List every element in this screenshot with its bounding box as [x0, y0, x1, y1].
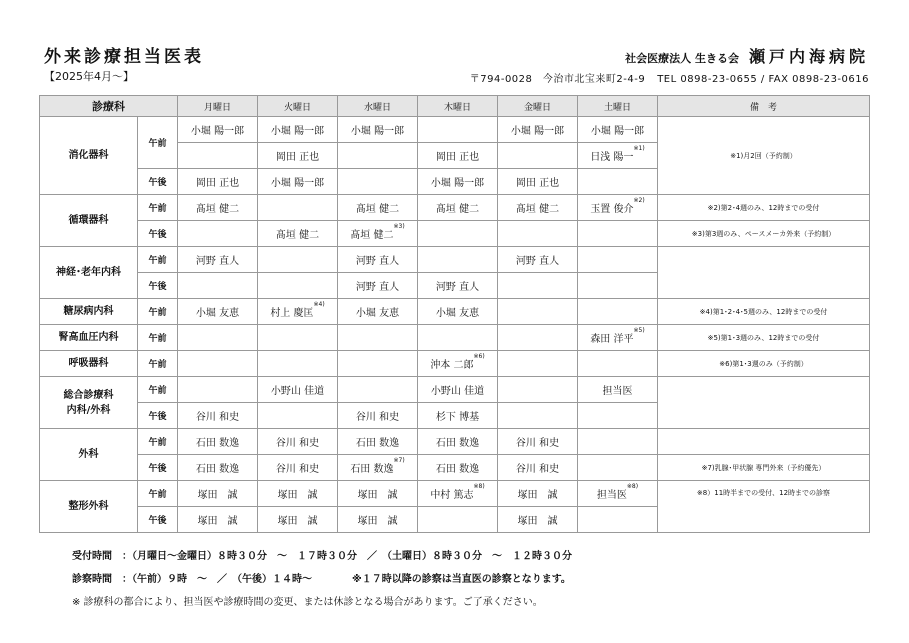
- doctor-name: 村上 慶匡: [270, 308, 314, 319]
- doctor-cell: 塚田 誠: [498, 507, 578, 533]
- hospital-header: [625, 44, 869, 67]
- doctor-cell: 髙垣 健二: [418, 195, 498, 221]
- footnote-mark: ※2): [633, 197, 645, 204]
- time-pm: 午後: [138, 169, 178, 195]
- doctor-cell: [498, 273, 578, 299]
- doctor-cell: 小堀 陽一郎: [498, 117, 578, 143]
- doctor-cell: [578, 325, 658, 351]
- doctor-cell: 谷川 和史: [498, 455, 578, 481]
- time-am: 午前: [138, 299, 178, 325]
- doctor-cell: [578, 403, 658, 429]
- doctor-cell: [178, 273, 258, 299]
- note-general: [658, 377, 870, 429]
- table-row: [40, 325, 870, 351]
- doctor-cell: [498, 403, 578, 429]
- doctor-cell: [498, 325, 578, 351]
- col-mon: 月曜日: [178, 96, 258, 117]
- table-row: [40, 221, 870, 247]
- doctor-cell: 塚田 誠: [338, 481, 418, 507]
- note-diabetes: ※4)第1･2･4･5週のみ、12時までの受付: [658, 299, 870, 325]
- doctor-cell: 塚田 誠: [178, 481, 258, 507]
- doctor-cell: [338, 351, 418, 377]
- footnote-mark: ※8): [626, 483, 639, 490]
- doctor-cell: 小野山 佳道: [258, 377, 338, 403]
- note-surgery-am: [658, 429, 870, 455]
- doctor-cell: [498, 299, 578, 325]
- doctor-cell: 担当医: [578, 377, 658, 403]
- note-cardio-am: ※2)第2･4週のみ、12時までの受付: [658, 195, 870, 221]
- doctor-cell: [178, 377, 258, 403]
- doctor-cell: [338, 377, 418, 403]
- doctor-cell: [258, 325, 338, 351]
- doctor-cell: [578, 247, 658, 273]
- col-sat: 土曜日: [578, 96, 658, 117]
- doctor-cell: 河野 直人: [338, 273, 418, 299]
- doctor-cell: [258, 403, 338, 429]
- doctor-cell: 小堀 陽一郎: [418, 169, 498, 195]
- doctor-name: 沖本 二郎: [430, 360, 474, 371]
- doctor-cell: [338, 455, 418, 481]
- note-kidney: ※5)第1･3週のみ、12時までの受付: [658, 325, 870, 351]
- doctor-cell: [178, 325, 258, 351]
- col-dept: 診療科: [40, 96, 178, 117]
- doctor-cell: 小堀 友恵: [418, 299, 498, 325]
- header-row: [40, 96, 870, 117]
- doctor-cell: 岡田 正也: [178, 169, 258, 195]
- table-row: [40, 377, 870, 403]
- doctor-cell: 谷川 和史: [498, 429, 578, 455]
- consultation-hours: 診察時間 ：（午前）９時 ～ ／ （午後）１４時～ ※１７時以降の診察は当直医の診察となります。: [72, 574, 571, 585]
- doctor-cell: 小堀 陽一郎: [258, 169, 338, 195]
- doctor-cell: 小堀 友恵: [178, 299, 258, 325]
- doctor-cell: [178, 351, 258, 377]
- time-am: 午前: [138, 429, 178, 455]
- doctor-cell: [578, 221, 658, 247]
- dept-general: [40, 377, 138, 429]
- doctor-name: 担当医: [596, 490, 627, 501]
- doctor-cell: [418, 481, 498, 507]
- schedule-table: [39, 95, 870, 533]
- time-pm: 午後: [138, 273, 178, 299]
- doctor-cell: [418, 117, 498, 143]
- page-title: 外来診療担当医表: [44, 47, 204, 67]
- time-pm: 午後: [138, 403, 178, 429]
- table-row: [40, 455, 870, 481]
- doctor-name: 玉置 俊介: [590, 204, 634, 215]
- table-row: [40, 117, 870, 143]
- doctor-cell: 河野 直人: [498, 247, 578, 273]
- time-am: 午前: [138, 117, 178, 169]
- doctor-cell: [578, 455, 658, 481]
- doctor-cell: [258, 195, 338, 221]
- time-am: 午前: [138, 247, 178, 273]
- doctor-cell: [338, 325, 418, 351]
- doctor-cell: [258, 351, 338, 377]
- doctor-cell: 髙垣 健二: [258, 221, 338, 247]
- time-am: 午前: [138, 195, 178, 221]
- doctor-cell: [258, 299, 338, 325]
- doctor-cell: 小堀 陽一郎: [258, 117, 338, 143]
- doctor-cell: 河野 直人: [178, 247, 258, 273]
- doctor-cell: [338, 143, 418, 169]
- contact-line: [458, 70, 869, 85]
- org-name: 社会医療法人 生きる会: [625, 52, 739, 65]
- doctor-cell: 小野山 佳道: [418, 377, 498, 403]
- dept-cardio: 循環器科: [40, 195, 138, 247]
- address: 〒794-0028 今治市北宝来町2-4-9: [469, 74, 646, 85]
- time-pm: 午後: [138, 221, 178, 247]
- doctor-cell: [338, 169, 418, 195]
- doctor-cell: [578, 351, 658, 377]
- table-row: [40, 299, 870, 325]
- doctor-name: 森田 洋平: [590, 334, 634, 345]
- doctor-cell: 髙垣 健二: [498, 195, 578, 221]
- dept-surgery: 外科: [40, 429, 138, 481]
- doctor-cell: [578, 169, 658, 195]
- doctor-cell: [498, 143, 578, 169]
- doctor-cell: [578, 481, 658, 507]
- reception-hours: 受付時間 ：（月曜日～金曜日）８時３０分 ～ １７時３０分 ／ （土曜日）８時３０分 ～ １２時３０分: [72, 551, 572, 562]
- doctor-name: 石田 数逸: [350, 464, 394, 475]
- dept-general-line1: 総合診療科: [63, 389, 114, 401]
- doctor-cell: [498, 351, 578, 377]
- doctor-cell: [178, 143, 258, 169]
- doctor-cell: [418, 221, 498, 247]
- doctor-cell: 谷川 和史: [258, 455, 338, 481]
- doctor-cell: 杉下 博基: [418, 403, 498, 429]
- time-pm: 午後: [138, 455, 178, 481]
- dept-resp: 呼吸器科: [40, 351, 138, 377]
- doctor-cell: 岡田 正也: [258, 143, 338, 169]
- footnote-mark: ※6): [473, 353, 485, 360]
- doctor-cell: 塚田 誠: [258, 481, 338, 507]
- doctor-cell: [178, 221, 258, 247]
- doctor-cell: 石田 数逸: [178, 429, 258, 455]
- col-thu: 木曜日: [418, 96, 498, 117]
- doctor-cell: 塚田 誠: [498, 481, 578, 507]
- table-row: [40, 429, 870, 455]
- doctor-cell: 谷川 和史: [178, 403, 258, 429]
- dept-neuro: 神経･老年内科: [40, 247, 138, 299]
- col-notes: 備 考: [658, 96, 870, 117]
- footnote-mark: ※3): [393, 223, 405, 230]
- doctor-cell: [418, 507, 498, 533]
- doctor-cell: 石田 数逸: [418, 455, 498, 481]
- dept-gastro: 消化器科: [40, 117, 138, 195]
- doctor-cell: [578, 299, 658, 325]
- time-am: 午前: [138, 325, 178, 351]
- dept-general-line2: 内科/外科: [66, 404, 111, 416]
- footnote-mark: ※8): [473, 483, 485, 490]
- doctor-cell: 石田 数逸: [338, 429, 418, 455]
- time-pm: 午後: [138, 507, 178, 533]
- col-wed: 水曜日: [338, 96, 418, 117]
- doctor-cell: [258, 247, 338, 273]
- doctor-name: 髙垣 健二: [350, 230, 394, 241]
- effective-date: 【2025年4月～】: [44, 70, 134, 83]
- doctor-name: 日浅 陽一: [590, 152, 634, 163]
- doctor-cell: 塚田 誠: [338, 507, 418, 533]
- doctor-cell: 塚田 誠: [258, 507, 338, 533]
- doctor-cell: [498, 377, 578, 403]
- tel-fax: TEL 0898-23-0655 / FAX 0898-23-0616: [657, 74, 869, 85]
- doctor-cell: 石田 数逸: [418, 429, 498, 455]
- note-ortho: ※8）11時半までの受付、12時までの診察: [658, 481, 870, 533]
- doctor-cell: [578, 195, 658, 221]
- dept-diabetes: 糖尿病内科: [40, 299, 138, 325]
- time-am: 午前: [138, 481, 178, 507]
- doctor-cell: [258, 273, 338, 299]
- doctor-cell: 石田 数逸: [178, 455, 258, 481]
- note-neuro: [658, 247, 870, 299]
- doctor-cell: 髙垣 健二: [338, 195, 418, 221]
- time-am: 午前: [138, 351, 178, 377]
- doctor-cell: [338, 221, 418, 247]
- footnote-mark: ※4): [313, 301, 325, 308]
- doctor-cell: 河野 直人: [338, 247, 418, 273]
- doctor-cell: [418, 247, 498, 273]
- doctor-cell: [498, 221, 578, 247]
- doctor-cell: [578, 429, 658, 455]
- table-row: [40, 481, 870, 507]
- doctor-cell: 谷川 和史: [258, 429, 338, 455]
- doctor-cell: 谷川 和史: [338, 403, 418, 429]
- note-cardio-pm: ※3)第3週のみ、ペースメーカ外来（予約制）: [658, 221, 870, 247]
- doctor-cell: [578, 507, 658, 533]
- doctor-cell: 髙垣 健二: [178, 195, 258, 221]
- doctor-cell: 小堀 陽一郎: [338, 117, 418, 143]
- doctor-cell: 河野 直人: [418, 273, 498, 299]
- doctor-cell: 岡田 正也: [498, 169, 578, 195]
- note-resp: ※6)第1･3週のみ（予約制）: [658, 351, 870, 377]
- col-tue: 火曜日: [258, 96, 338, 117]
- time-am: 午前: [138, 377, 178, 403]
- table-row: [40, 351, 870, 377]
- doctor-cell: 塚田 誠: [178, 507, 258, 533]
- table-row: [40, 247, 870, 273]
- note-gastro: ※1)月2回（予約制）: [658, 117, 870, 195]
- disclaimer: ※ 診療科の都合により、担当医や診療時間の変更、または休診となる場合があります。ご了承ください。: [72, 597, 543, 608]
- footnote-mark: ※1): [633, 145, 645, 152]
- doctor-cell: 小堀 友恵: [338, 299, 418, 325]
- doctor-cell: 岡田 正也: [418, 143, 498, 169]
- note-surgery: ※7)乳腺･甲状腺 専門外来（予約優先）: [658, 455, 870, 481]
- doctor-cell: [418, 351, 498, 377]
- doctor-cell: 小堀 陽一郎: [178, 117, 258, 143]
- doctor-cell: 小堀 陽一郎: [578, 117, 658, 143]
- doctor-cell: [578, 273, 658, 299]
- footnote-mark: ※5): [633, 327, 645, 334]
- footnote-mark: ※7): [393, 457, 405, 464]
- hospital-name: 瀬戸内海病院: [748, 47, 869, 66]
- doctor-name: 中村 篤志: [430, 490, 474, 501]
- table-row: [40, 195, 870, 221]
- col-fri: 金曜日: [498, 96, 578, 117]
- doctor-cell: [418, 325, 498, 351]
- dept-ortho: 整形外科: [40, 481, 138, 533]
- dept-kidney: 腎高血圧内科: [40, 325, 138, 351]
- doctor-cell: [578, 143, 658, 169]
